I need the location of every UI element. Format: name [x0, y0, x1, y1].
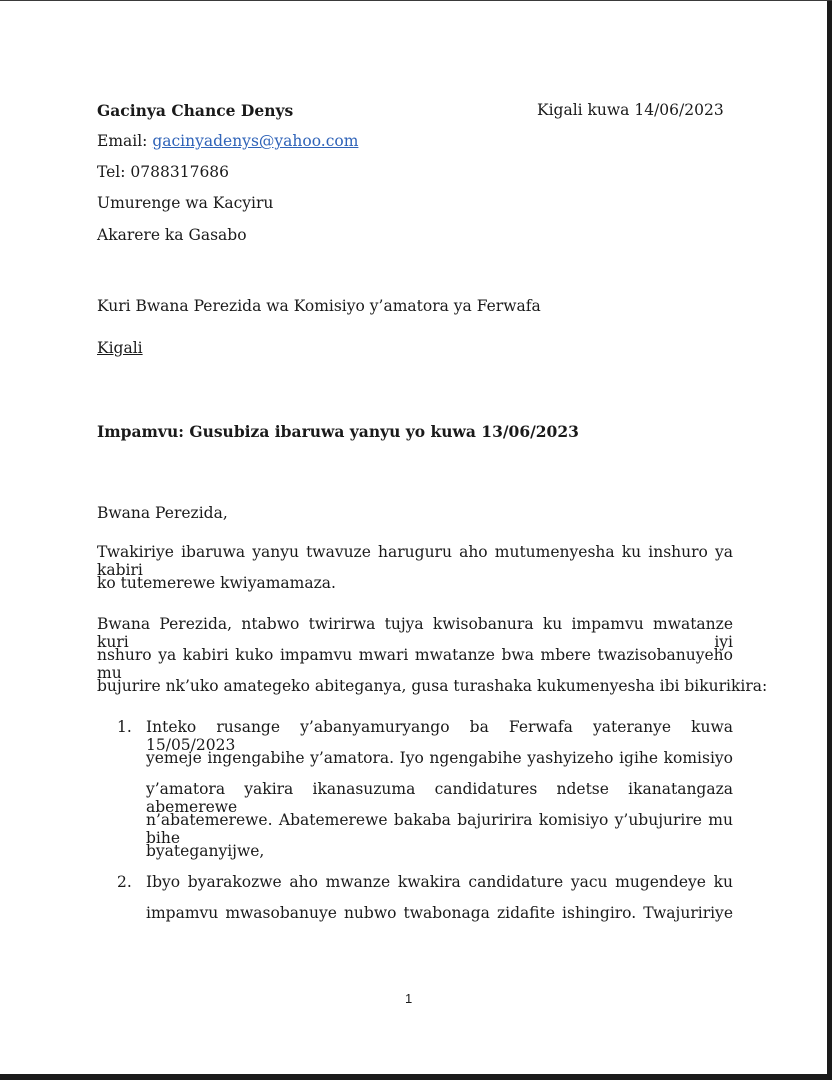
- list-item-2-number: 2.: [117, 873, 132, 891]
- list-item-1-line-2: yemeje ingengabihe y’amatora. Iyo ngengabihe yashyizeho igihe komisiyo: [146, 749, 733, 767]
- list-item-2-line-1: Ibyo byarakozwe aho mwanze kwakira candidature yacu mugendeye ku: [146, 873, 733, 891]
- sender-name: Gacinya Chance Denys: [97, 101, 294, 120]
- list-item-1-line-4: n’abatemerewe. Abatemerewe bakaba bajuririra komisiyo y’ubujurire mu bihe: [146, 811, 733, 847]
- subject-line: Impamvu: Gusubiza ibaruwa yanyu yo kuwa 13/06/2023: [97, 422, 579, 441]
- sender-tel: Tel: 0788317686: [97, 163, 230, 181]
- list-item-1-line-5: byateganyijwe,: [146, 842, 265, 860]
- recipient-city: Kigali: [97, 339, 143, 357]
- paragraph-1-line-1: Twakiriye ibaruwa yanyu twavuze haruguru aho mutumenyesha ku inshuro ya kabiri: [97, 543, 733, 579]
- recipient-line: Kuri Bwana Perezida wa Komisiyo y’amatora ya Ferwafa: [97, 297, 541, 315]
- sender-email-line: [97, 132, 358, 150]
- email-link[interactable]: gacinyadenys@yahoo.com: [152, 132, 359, 150]
- sender-sector: Umurenge wa Kacyiru: [97, 194, 274, 212]
- list-item-1-number: 1.: [117, 718, 132, 736]
- page-number: 1: [405, 991, 413, 1006]
- paragraph-1-line-2: ko tutemerewe kwiyamamaza.: [97, 574, 336, 592]
- paragraph-2-line-3: bujurire nk’uko amategeko abiteganya, gusa turashaka kukumenyesha ibi bikurikira:: [97, 677, 768, 695]
- paragraph-2-line-2: nshuro ya kabiri kuko impamvu mwari mwatanze bwa mbere twazisobanuyeho mu: [97, 646, 733, 682]
- sender-district: Akarere ka Gasabo: [97, 226, 247, 244]
- list-item-2-line-2: impamvu mwasobanuye nubwo twabonaga zidafite ishingiro. Twajuririye: [146, 904, 733, 922]
- document-page: [0, 1, 827, 1074]
- paragraph-2-line-1: Bwana Perezida, ntabwo twirirwa tujya kwisobanura ku impamvu mwatanze kuri iyi: [97, 615, 733, 651]
- salutation: Bwana Perezida,: [97, 504, 228, 522]
- page-top-border: [0, 0, 832, 1]
- email-label: Email:: [97, 132, 153, 150]
- date-line: Kigali kuwa 14/06/2023: [537, 101, 724, 119]
- list-item-1-line-3: y’amatora yakira ikanasuzuma candidatures ndetse ikanatangaza abemerewe: [146, 780, 733, 816]
- list-item-1-line-1: Inteko rusange y’abanyamuryango ba Ferwafa yateranye kuwa 15/05/2023: [146, 718, 733, 754]
